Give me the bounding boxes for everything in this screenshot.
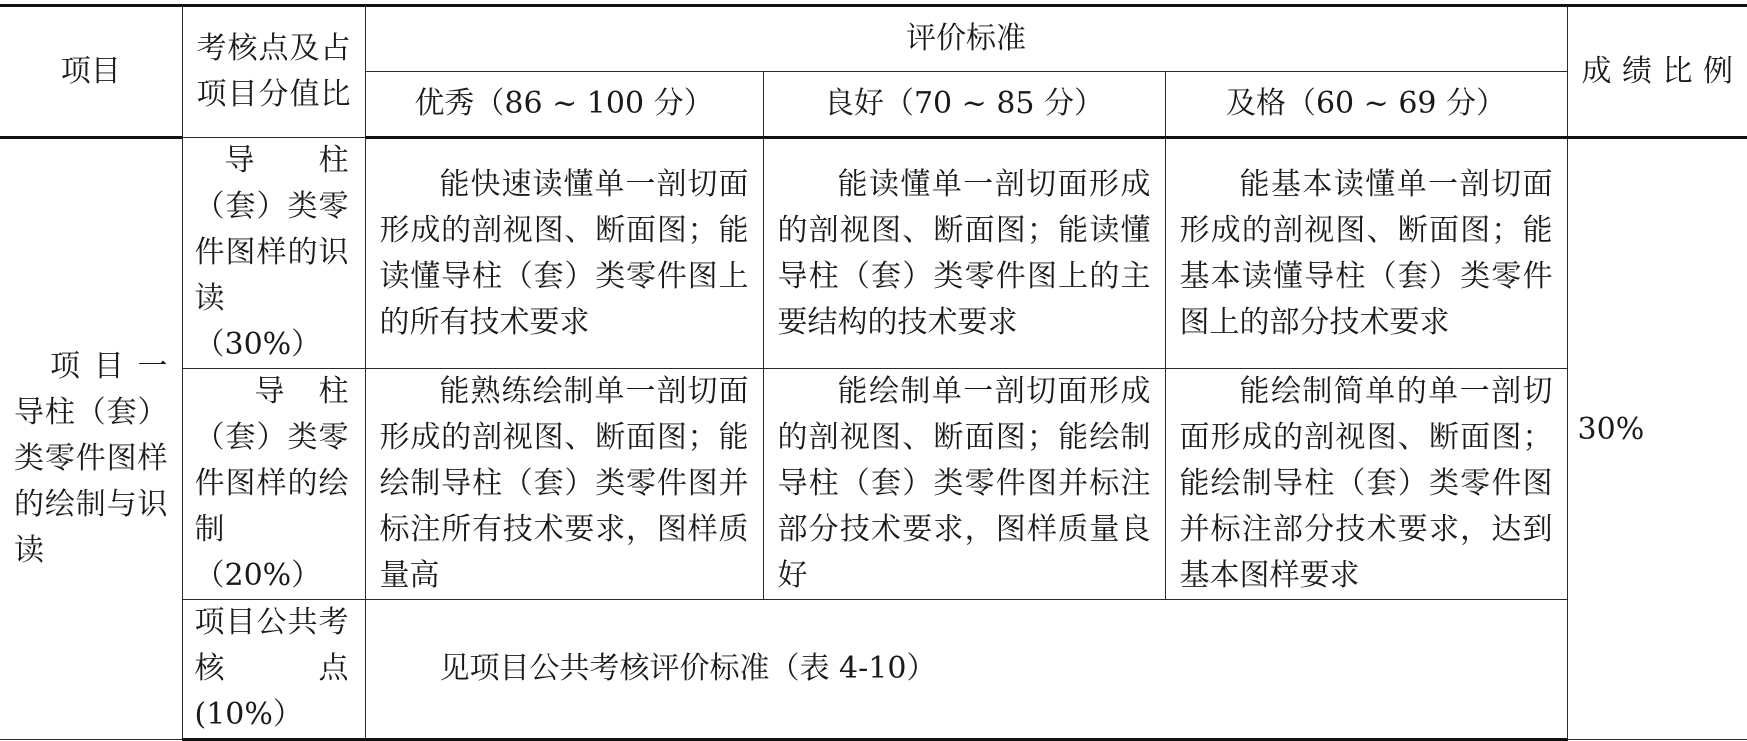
header-score-ratio (1567, 6, 1747, 138)
header-evaluation-criteria: 评价标准 (365, 6, 1567, 72)
common-criteria-cell (365, 600, 1567, 740)
point-drawing-cell (182, 369, 365, 600)
drawing-good: 能绘制单一剖切面形成的剖视图、断面图；能绘制导柱（套）类零件图并标注部分技术要求，图样质量良好 (777, 374, 1151, 593)
point-common-cell (182, 600, 365, 740)
point-reading-pct: （30%） (194, 327, 322, 362)
header-assessment-point-text: 考核点及占项目分值比 (196, 31, 351, 112)
common-criteria: 见项目公共考核评价标准（表 4-10） (439, 651, 937, 686)
project-name-cell (0, 138, 198, 740)
reading-good: 能读懂单一剖切面形成的剖视图、断面图；能读懂导柱（套）类零件图上的主要结构的技术要求 (777, 166, 1151, 340)
header-assessment-point (182, 6, 365, 138)
point-drawing-pct: （20%） (194, 558, 322, 593)
drawing-pass-cell (1165, 369, 1567, 600)
reading-pass: 能基本读懂单一剖切面形成的剖视图、断面图；能基本读懂导柱（套）类零件图上的部分技术要求 (1179, 166, 1553, 340)
reading-pass-cell (1165, 138, 1567, 369)
reading-excellent-cell (365, 138, 763, 369)
header-score-ratio-text: 成绩比例 (1581, 53, 1734, 89)
drawing-excellent-cell (365, 369, 763, 600)
header-excellent: 优秀（86 ~ 100 分） (365, 72, 763, 138)
drawing-pass: 能绘制简单的单一剖切面形成的剖视图、断面图；能绘制导柱（套）类零件图并标注部分技术要求，达到基本图样要求 (1179, 374, 1553, 593)
score-ratio-value: 30% (1577, 412, 1645, 447)
point-reading-cell (182, 138, 365, 369)
header-project: 项目 (0, 6, 182, 138)
point-common: 项目公共考核点 (194, 605, 349, 686)
evaluation-table (0, 4, 1747, 741)
project-name: 项目一 导柱（套）类零件图样的绘制与识读 (14, 349, 198, 568)
reading-good-cell (763, 138, 1165, 369)
point-reading: 导柱（套）类零件图样的识读 (194, 143, 349, 316)
score-ratio-cell (1567, 138, 1747, 740)
drawing-good-cell (763, 369, 1165, 600)
drawing-excellent: 能熟练绘制单一剖切面形成的剖视图、断面图；能绘制导柱（套）类零件图并标注所有技术要求，图样质量高 (379, 374, 749, 593)
header-pass: 及格（60 ~ 69 分） (1165, 72, 1567, 138)
point-drawing: 导柱（套）类零件图样的绘制 (194, 374, 349, 547)
header-good: 良好（70 ~ 85 分） (763, 72, 1165, 138)
reading-excellent: 能快速读懂单一剖切面形成的剖视图、断面图；能读懂导柱（套）类零件图上的所有技术要求 (379, 166, 749, 340)
point-common-pct: (10%） (194, 697, 303, 732)
